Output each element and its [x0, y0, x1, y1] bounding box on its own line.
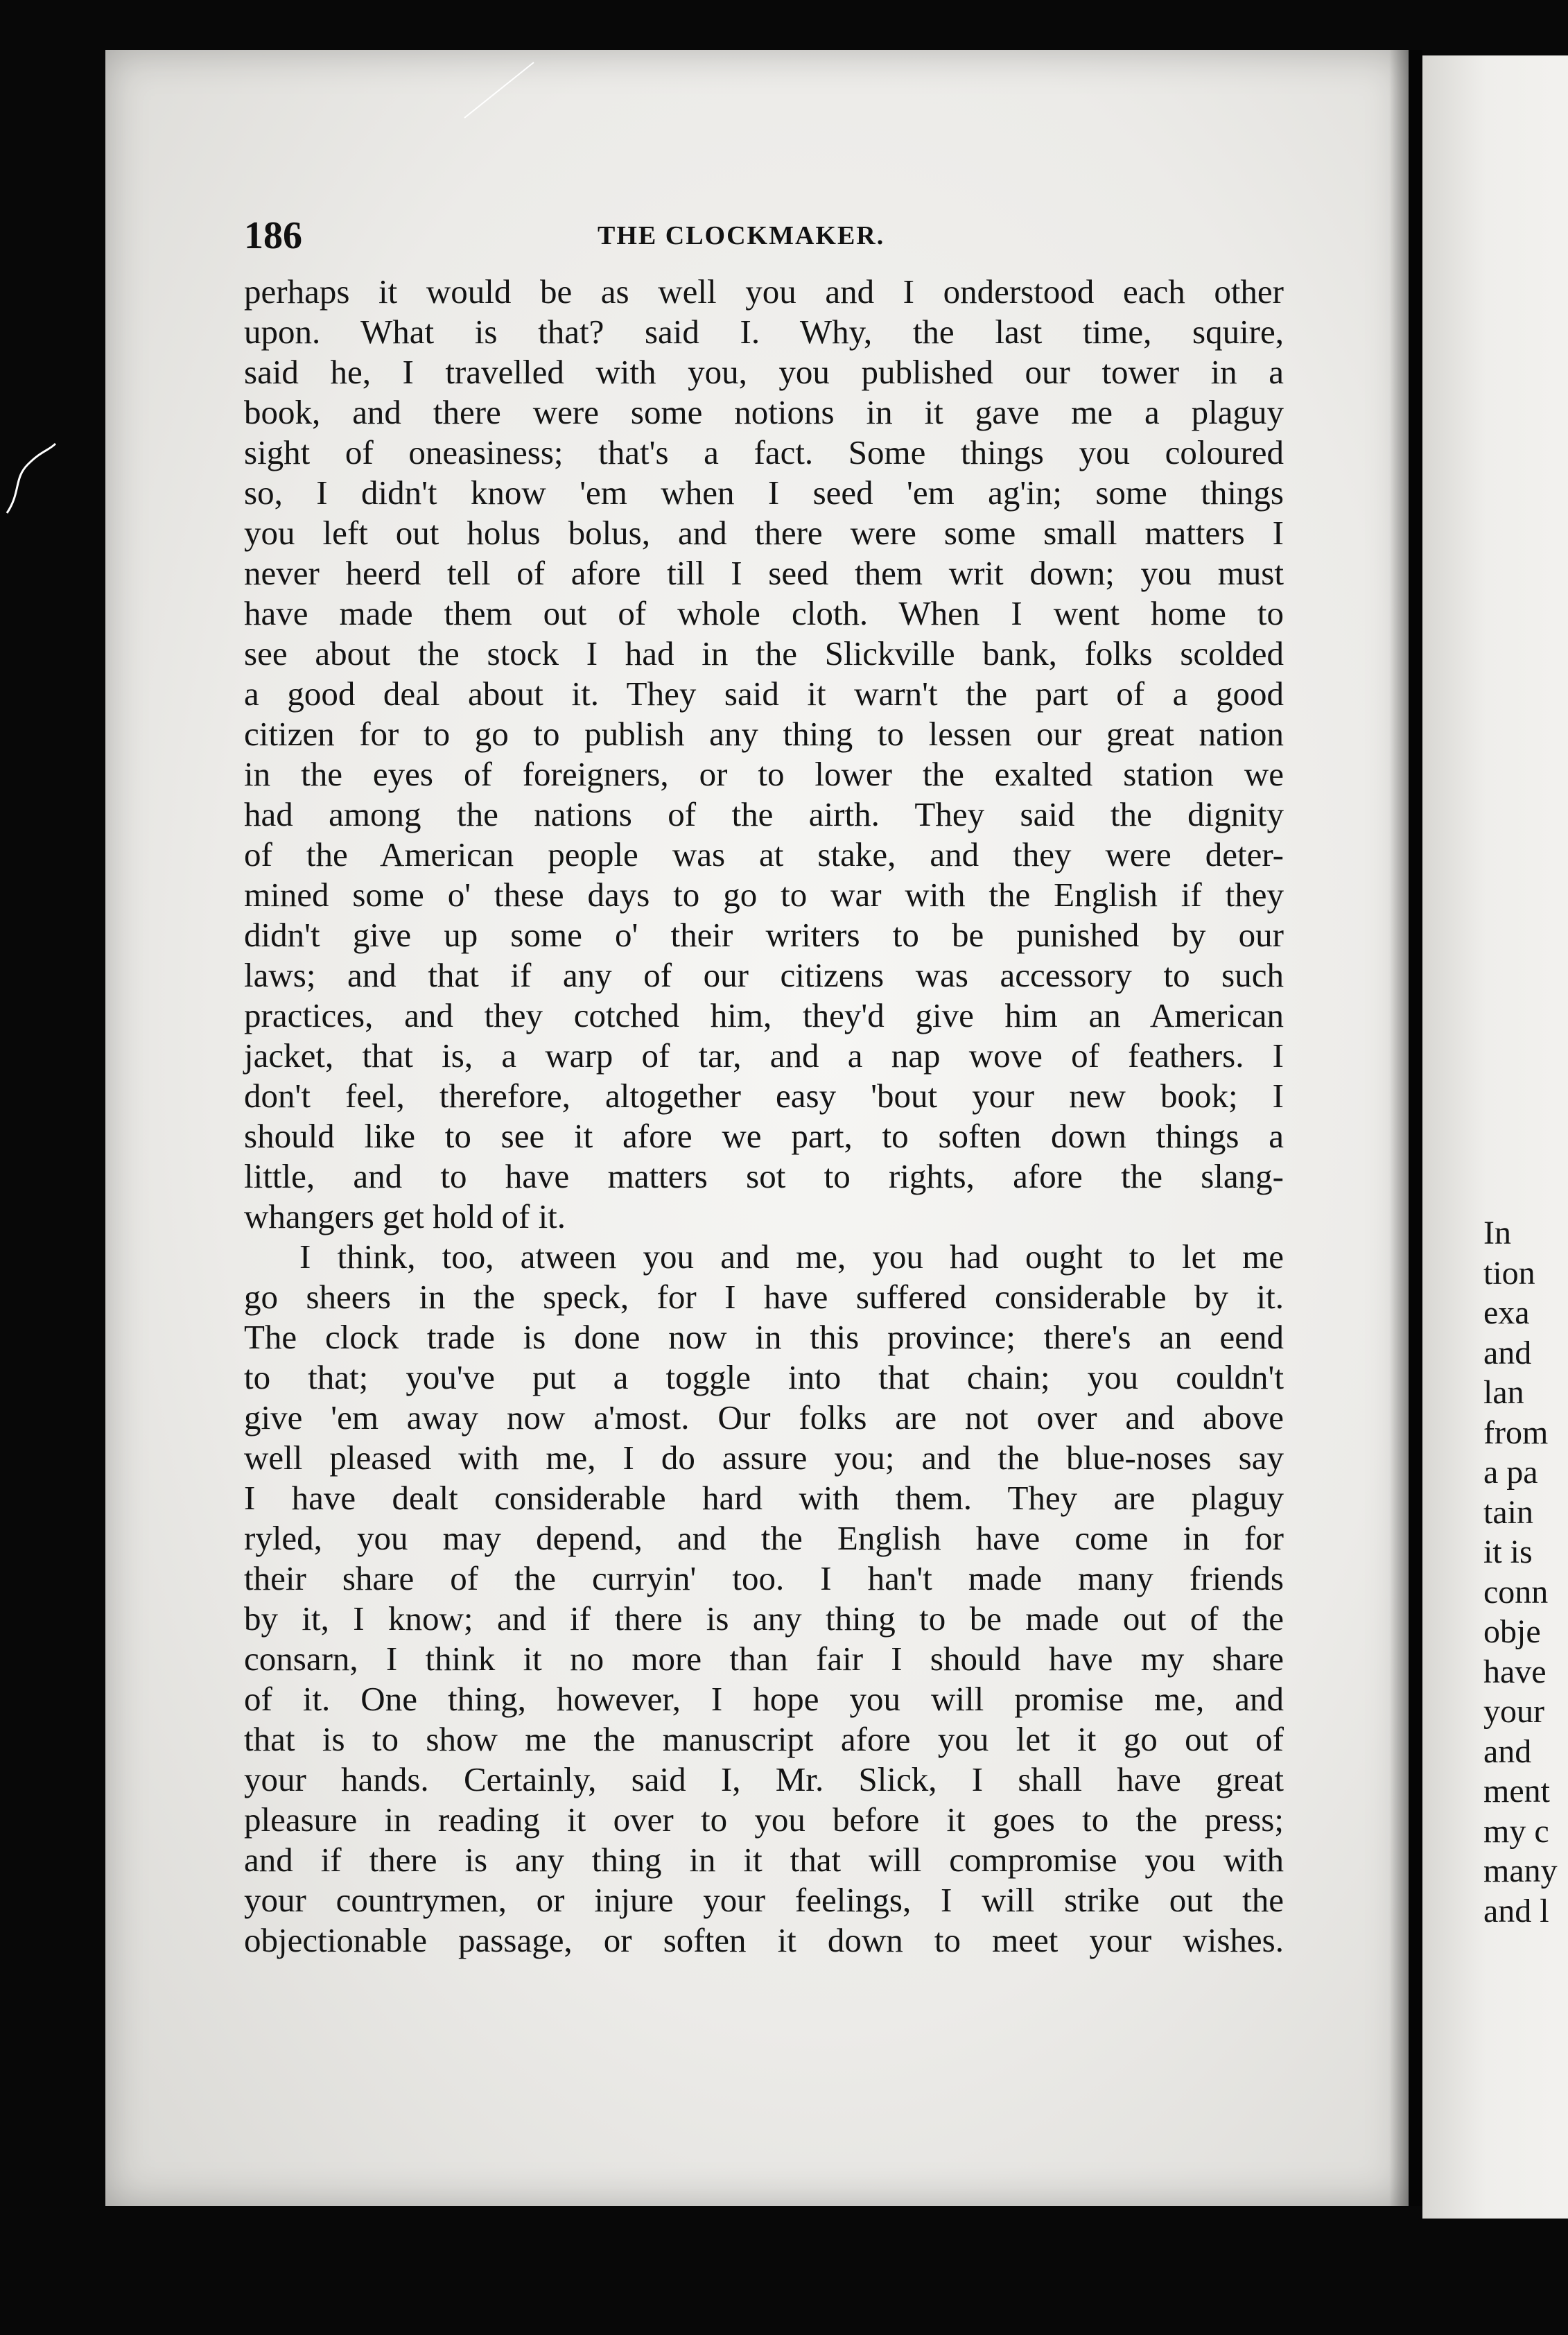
text-line: upon. What is that? said I. Why, the last time, squire, [244, 313, 1284, 351]
text-line: your hands. Certainly, said I, Mr. Slick, I shall have great [244, 1760, 1284, 1798]
text-line: of the American people was at stake, and they were deter- [244, 835, 1284, 874]
text-line: and if there is any thing in it that will compromise you with [244, 1841, 1284, 1879]
paragraph-1 [244, 272, 1284, 1237]
fragment-line: conn [1483, 1573, 1549, 1611]
page-gutter [1409, 50, 1422, 2206]
scan-scratch-mark [0, 437, 62, 520]
text-line: said he, I travelled with you, you published our tower in a [244, 353, 1284, 391]
text-line: jacket, that is, a warp of tar, and a nap wove of feathers. I [244, 1036, 1284, 1075]
fragment-line: and [1483, 1733, 1532, 1770]
fragment-line: many [1483, 1852, 1558, 1889]
page-header [244, 208, 1284, 263]
fragment-line: a pa [1483, 1454, 1538, 1491]
text-line: should like to see it afore we part, to soften down things a [244, 1117, 1284, 1155]
fragment-line: and l [1483, 1892, 1549, 1929]
text-line: to that; you've put a toggle into that chain; you couldn't [244, 1358, 1284, 1396]
facing-page-text [1483, 1213, 1568, 1931]
text-line: I have dealt considerable hard with them. They are plaguy [244, 1479, 1284, 1517]
fragment-line: tain [1483, 1493, 1533, 1531]
fragment-line: your [1483, 1693, 1544, 1730]
text-line: well pleased with me, I do assure you; and the blue-noses say [244, 1439, 1284, 1477]
fragment-line: it is [1483, 1534, 1533, 1570]
text-line: by it, I know; and if there is any thing to be made out of the [244, 1599, 1284, 1638]
fragment-line: ment [1483, 1773, 1550, 1809]
text-line: so, I didn't know 'em when I seed 'em ag'in; some things [244, 474, 1284, 512]
text-line: little, and to have matters sot to rights, afore the slang- [244, 1157, 1284, 1195]
text-line: go sheers in the speck, for I have suffered considerable by it. [244, 1278, 1284, 1316]
text-line: in the eyes of foreigners, or to lower the exalted station we [244, 755, 1284, 793]
fragment-line: from [1483, 1414, 1549, 1451]
text-line: their share of the curryin' too. I han't made many friends [244, 1559, 1284, 1597]
fragment-line: exa [1483, 1294, 1530, 1331]
text-line: I think, too, atween you and me, you had ought to let me [299, 1238, 1284, 1276]
text-line: sight of oneasiness; that's a fact. Some things you coloured [244, 433, 1284, 471]
text-line: a good deal about it. They said it warn't the part of a good [244, 675, 1284, 713]
text-line: consarn, I think it no more than fair I should have my share [244, 1640, 1284, 1678]
fragment-line: have [1483, 1653, 1547, 1690]
fragment-line: my c [1483, 1812, 1549, 1850]
text-line: that is to show me the manuscript afore you let it go out of [244, 1720, 1284, 1758]
text-line: The clock trade is done now in this province; there's an eend [244, 1318, 1284, 1356]
text-line: perhaps it would be as well you and I onderstood each other [244, 272, 1284, 311]
text-line: you left out holus bolus, and there were some small matters I [244, 514, 1284, 552]
text-line: book, and there were some notions in it gave me a plaguy [244, 393, 1284, 431]
text-line: citizen for to go to publish any thing to lessen our great nation [244, 715, 1284, 753]
text-line: never heerd tell of afore till I seed them writ down; you must [244, 554, 1284, 592]
text-line: laws; and that if any of our citizens was accessory to such [244, 956, 1284, 994]
text-line: of it. One thing, however, I hope you will promise me, and [244, 1680, 1284, 1718]
text-line: have made them out of whole cloth. When I went home to [244, 594, 1284, 632]
text-line: your countrymen, or injure your feelings, I will strike out the [244, 1881, 1284, 1919]
paragraph-2 [244, 1237, 1284, 1961]
fragment-line: In [1483, 1215, 1511, 1251]
text-line: whangers get hold of it. [244, 1197, 566, 1235]
fragment-line: tion [1483, 1254, 1535, 1292]
text-line: see about the stock I had in the Slickville bank, folks scolded [244, 634, 1284, 672]
text-line: objectionable passage, or soften it down to meet your wishes. [244, 1921, 1284, 1959]
text-line: mined some o' these days to go to war with the English if they [244, 876, 1284, 914]
text-line: had among the nations of the airth. They said the dignity [244, 795, 1284, 833]
fragment-line: lan [1483, 1374, 1524, 1411]
text-line: pleasure in reading it over to you before it goes to the press; [244, 1800, 1284, 1839]
fragment-line: obje [1483, 1613, 1541, 1650]
page-number: 186 [244, 214, 302, 257]
fragment-line: and [1483, 1334, 1532, 1371]
scan-scratch-mark [458, 55, 541, 125]
text-line: didn't give up some o' their writers to be punished by our [244, 916, 1284, 954]
running-head: THE CLOCKMAKER. [598, 221, 885, 250]
body-text [244, 272, 1284, 1961]
text-line: give 'em away now a'most. Our folks are not over and above [244, 1398, 1284, 1436]
text-line: don't feel, therefore, altogether easy 'bout your new book; I [244, 1077, 1284, 1115]
text-line: practices, and they cotched him, they'd give him an American [244, 996, 1284, 1034]
text-line: ryled, you may depend, and the English have come in for [244, 1519, 1284, 1557]
